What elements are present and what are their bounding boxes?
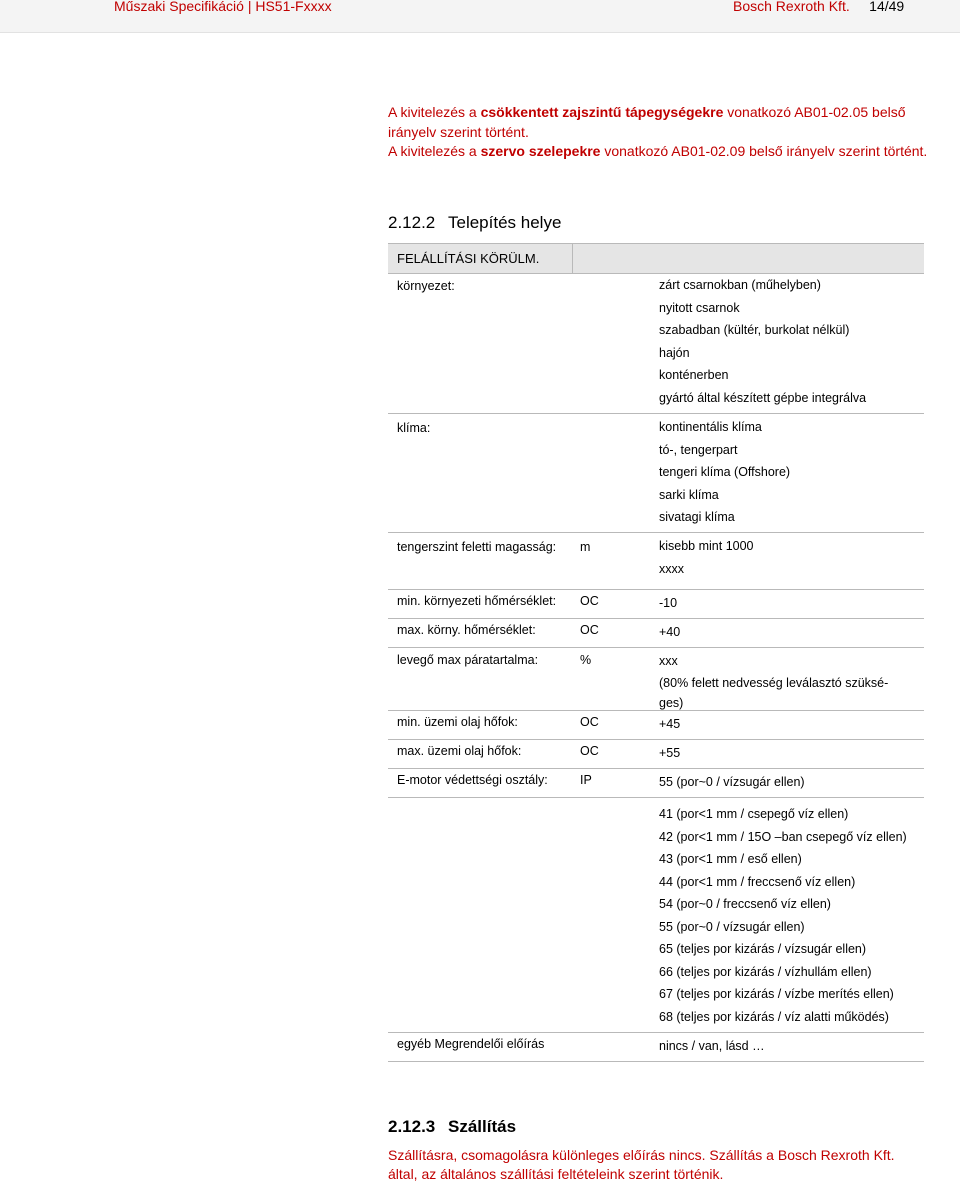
row-value: nyitott csarnok bbox=[659, 300, 740, 315]
row-value: ges) bbox=[659, 695, 684, 710]
row-label: környezet: bbox=[397, 279, 455, 293]
section-title: Telepítés helye bbox=[448, 213, 562, 232]
row-values bbox=[659, 416, 790, 529]
table-row bbox=[388, 590, 924, 619]
row-values bbox=[659, 592, 677, 615]
section-title: Szállítás bbox=[448, 1117, 517, 1136]
row-values bbox=[659, 621, 680, 644]
intro-2a: A kivitelezés a bbox=[388, 143, 481, 159]
row-label: max. üzemi olaj hőfok: bbox=[397, 744, 522, 758]
row-value: xxx bbox=[659, 654, 678, 668]
table-header-divider bbox=[572, 244, 573, 273]
table-row bbox=[388, 272, 924, 414]
table-row bbox=[388, 769, 924, 798]
table-row bbox=[388, 1033, 924, 1062]
table-row bbox=[388, 740, 924, 769]
spec-table bbox=[388, 272, 924, 1062]
row-value: sivatagi klíma bbox=[659, 510, 735, 524]
row-value: 55 (por~0 / vízsugár ellen) bbox=[659, 919, 805, 934]
row-value: +40 bbox=[659, 625, 681, 639]
row-label: levegő max páratartalma: bbox=[397, 653, 539, 667]
row-value: gyártó által készített gépbe integrálva bbox=[659, 390, 867, 405]
row-value: zárt csarnokban (műhelyben) bbox=[659, 278, 821, 292]
row-unit: OC bbox=[580, 623, 599, 637]
intro-1a: A kivitelezés a bbox=[388, 104, 481, 120]
row-values bbox=[659, 535, 754, 580]
intro-1c: vonatkozó AB01-02.05 belső irányelv szerint történt. bbox=[388, 104, 906, 140]
section-number: 2.12.2 bbox=[388, 213, 436, 232]
table-row bbox=[388, 414, 924, 533]
row-values bbox=[659, 771, 805, 794]
row-value: (80% felett nedvesség leválasztó szüksé- bbox=[659, 675, 889, 690]
row-unit: OC bbox=[580, 715, 599, 729]
intro-text bbox=[388, 103, 928, 162]
section-heading-installation bbox=[388, 213, 561, 233]
header-title: Műszaki Specifikáció | HS51-Fxxxx bbox=[114, 0, 332, 14]
row-value: +45 bbox=[659, 717, 681, 731]
row-value: sarki klíma bbox=[659, 487, 719, 502]
shipping-text bbox=[388, 1146, 928, 1184]
table-header-label: FELÁLLÍTÁSI KÖRÜLM. bbox=[397, 251, 540, 266]
header-company-name: Bosch Rexroth Kft. bbox=[733, 0, 850, 14]
row-unit: m bbox=[580, 540, 591, 554]
row-value: 65 (teljes por kizárás / vízsugár ellen) bbox=[659, 942, 867, 956]
row-values bbox=[659, 713, 680, 736]
row-label: max. körny. hőmérséklet: bbox=[397, 623, 536, 637]
table-row bbox=[388, 648, 924, 711]
row-value: 44 (por<1 mm / freccsenő víz ellen) bbox=[659, 874, 856, 889]
header-company bbox=[733, 0, 904, 13]
section-heading-shipping bbox=[388, 1117, 516, 1137]
row-value: tó-, tengerpart bbox=[659, 442, 738, 457]
row-unit: IP bbox=[580, 773, 592, 787]
row-value: 68 (teljes por kizárás / víz alatti működés) bbox=[659, 1009, 889, 1024]
row-value: kontinentális klíma bbox=[659, 420, 762, 434]
row-label: E-motor védettségi osztály: bbox=[397, 773, 548, 787]
intro-2c: vonatkozó AB01-02.09 belső irányelv szerint történt. bbox=[600, 143, 928, 159]
row-value: -10 bbox=[659, 596, 678, 610]
row-values bbox=[659, 803, 907, 1028]
shipping-line-1: Szállításra, csomagolásra különleges előírás nincs. Szállítás a Bosch Rexroth Kft. bbox=[388, 1147, 895, 1163]
row-values bbox=[659, 1035, 765, 1058]
table-row bbox=[388, 619, 924, 648]
row-unit: % bbox=[580, 653, 592, 667]
section-number: 2.12.3 bbox=[388, 1117, 436, 1136]
row-value: 66 (teljes por kizárás / vízhullám ellen) bbox=[659, 964, 872, 979]
table-row bbox=[388, 711, 924, 740]
row-value: hajón bbox=[659, 345, 690, 360]
intro-2b: szervo szelepekre bbox=[480, 143, 601, 159]
table-header bbox=[388, 243, 924, 274]
row-value: nincs / van, lásd … bbox=[659, 1039, 765, 1053]
row-value: 55 (por~0 / vízsugár ellen) bbox=[659, 775, 805, 789]
header-page-number: 14/49 bbox=[869, 0, 905, 14]
intro-1b: csökkentett zajszintű tápegységekre bbox=[480, 104, 724, 120]
row-label: egyéb Megrendelői előírás bbox=[397, 1037, 545, 1051]
row-value: 54 (por~0 / freccsenő víz ellen) bbox=[659, 897, 831, 911]
row-value: kisebb mint 1000 bbox=[659, 539, 754, 553]
intro-paragraph-1 bbox=[388, 103, 928, 142]
row-label: klíma: bbox=[397, 421, 431, 435]
row-label: min. környezeti hőmérséklet: bbox=[397, 594, 557, 608]
shipping-line-2: által, az általános szállítási feltételeink szerint történik. bbox=[388, 1166, 724, 1182]
row-value: tengeri klíma (Offshore) bbox=[659, 465, 791, 479]
row-value: 41 (por<1 mm / csepegő víz ellen) bbox=[659, 807, 849, 821]
row-value: 42 (por<1 mm / 15O –ban csepegő víz ellen) bbox=[659, 829, 907, 844]
row-value: +55 bbox=[659, 746, 681, 760]
row-values bbox=[659, 274, 866, 409]
row-unit: OC bbox=[580, 594, 599, 608]
row-values bbox=[659, 742, 680, 765]
row-value: szabadban (kültér, burkolat nélkül) bbox=[659, 323, 850, 337]
intro-paragraph-2 bbox=[388, 142, 928, 162]
row-label: tengerszint feletti magasság: bbox=[397, 540, 557, 554]
row-label: min. üzemi olaj hőfok: bbox=[397, 715, 518, 729]
table-row bbox=[388, 533, 924, 590]
row-value: konténerben bbox=[659, 368, 729, 382]
row-value: xxxx bbox=[659, 561, 684, 576]
table-row bbox=[388, 798, 924, 1033]
row-unit: OC bbox=[580, 744, 599, 758]
page-header bbox=[0, 0, 960, 33]
row-value: 67 (teljes por kizárás / vízbe merítés ellen) bbox=[659, 987, 894, 1001]
row-values bbox=[659, 650, 888, 713]
row-value: 43 (por<1 mm / eső ellen) bbox=[659, 852, 802, 866]
